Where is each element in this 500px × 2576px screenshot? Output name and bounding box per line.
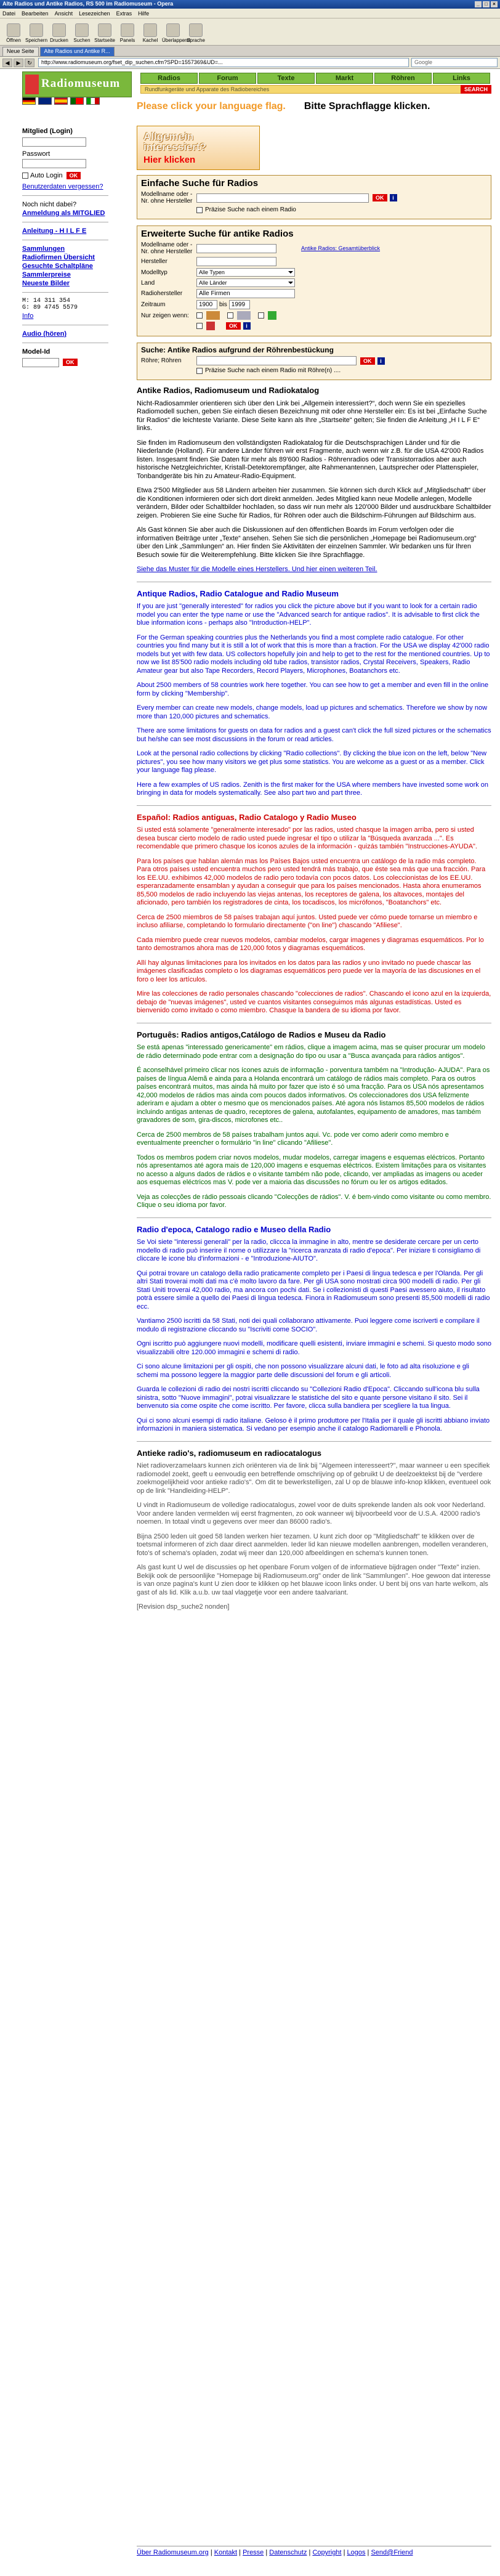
footer-contact[interactable]: Kontakt — [214, 2549, 238, 2556]
members-stats-1: M: 14 311 354 — [22, 298, 71, 304]
article-pt-p5: Veja as colecções de rádio pessoais clicando "Colecções de rádios". V. é bem-vindo como visitante ou como membro. Clique o seu idioma por favor. — [137, 1193, 491, 1209]
article-en-p6: Look at the personal radio collections by clicking "Radio collections". By clicking the blue icon on the left, below "New pictures", you see how many visitors we get plus some statistics. You are welcome as a guest or as a member. Click your language flag please. — [137, 750, 487, 774]
toolbar-cascade-button[interactable]: Überlappend — [162, 23, 184, 43]
article-nl-p4: Als gast kunt U wel de discussies op het openbare Forum volgen of de informatieve bijdragen onder "Texte" inzien. Bekijk ook de persoonlijke "Homepage bij Radiomuseum.org" onder de link "Sammlungen". Hoe gewoon dat interesse is van onze pagina's kunt U zien door te klikken op het blauwe icoon links onder. U bent bij ons van harte welkom, als gast of als lid. Klik a.u.b. uw taal vlaggetje voor een andere taalvariant. — [137, 1564, 491, 1596]
ext-maker-input[interactable] — [196, 257, 276, 266]
article-nl-title: Antieke radio's, radiomuseum en radiocatalogus — [137, 1448, 322, 1458]
password-label: Passwort — [22, 150, 50, 158]
footer-logos[interactable]: Logos — [347, 2549, 366, 2556]
section-divider — [137, 1441, 491, 1442]
url-input[interactable]: http://www.radiomuseum.org/fset_dip_suchen.cfm?SPD=1557369&UD=... — [38, 58, 409, 67]
tube-search-ok-button[interactable]: OK — [360, 357, 375, 365]
simple-search-box — [137, 175, 491, 219]
article-pt-p3: Cerca de 2500 membros de 58 países trabalham juntos aqui. Vc. pode ver como aderir como membro e eventualmente preencher o formulário "in line" clicando "Afiliese". — [137, 1131, 449, 1147]
toolbar-open-button[interactable]: Öffnen — [2, 23, 25, 43]
flag-en-icon[interactable] — [38, 97, 52, 105]
menu-bookmarks[interactable]: Lesezeichen — [79, 10, 110, 17]
members-stats-2: G: 89 4745 5579 — [22, 304, 78, 311]
menu-view[interactable]: Ansicht — [54, 10, 73, 17]
ext-model-label: Modellname oder -Nr. ohne Hersteller — [141, 242, 193, 255]
login-label: Mitglied (Login) — [22, 128, 73, 135]
ext-model-input[interactable] — [196, 244, 276, 253]
audio-link[interactable]: Audio (hören) — [22, 330, 67, 338]
login-ok-button[interactable]: OK — [67, 172, 81, 179]
nav-links[interactable]: Links — [433, 73, 490, 84]
sidebar-divider — [22, 292, 108, 293]
address-bar — [0, 57, 500, 69]
main-content — [137, 175, 491, 1618]
menu-help[interactable]: Hilfe — [138, 10, 150, 17]
sidebar-collections[interactable]: Sammlungen — [22, 245, 65, 253]
simple-search-title: Einfache Suche für Radios — [141, 178, 259, 189]
not-yet-text: Noch nicht dabei? — [22, 201, 77, 208]
banner-click-here: Hier klicken — [143, 155, 196, 165]
signup-link[interactable]: Anmeldung als MITGLIED — [22, 209, 105, 217]
article-it-p2: Qui potrai trovare un catalogo della radio praticamente completo per i Paesi di lingua tedesca e per l'Olanda. Per gli altri Stati troverai molti dati ma c'è molto lavoro da fare. Per gli USA sono mostrati circa 900 modelli di radio. Per gli Stati Uniti troverai 42,000 radio, ma ancora con pochi dati. Se i collezionisti di questi Paesi avessero aiuto, il risultato potrà essere simile a quello dei Paesi di lingua tedesca. Finora in Radiomuseum sono presenti 85,500 modelli di radio ecc. — [137, 1269, 490, 1310]
article-pt-p1: Se está apenas "interessado genericamente" em rádios, clique a imagem acima, mas se quiser procurar um modelo de rádio determinado pode entrar com a designação do tipo ou usar a "Busca avançada para rádios antigos". — [137, 1044, 486, 1060]
simple-precise-checkbox[interactable] — [196, 207, 203, 213]
simple-model-label: Modellname oder -Nr. ohne Hersteller — [141, 191, 193, 205]
info-icon[interactable]: i — [243, 322, 251, 330]
article — [137, 386, 491, 1612]
article-en-p7: Here a few examples of US radios. Zenith is the first maker for the USA where members have invested some work on bringing in data for models systematically. See also part two and part three. — [137, 781, 489, 797]
ext-maker-label: Hersteller — [141, 258, 167, 265]
browser-toolbar — [0, 18, 500, 46]
forward-icon[interactable]: ▶ — [14, 59, 23, 67]
tube-precise-label: Präzise Suche nach einem Radio mit Röhre(n) .... — [205, 367, 341, 374]
cascade-icon — [166, 23, 180, 37]
footer-privacy[interactable]: Datenschutz — [269, 2549, 307, 2556]
footer-send-friend[interactable]: Send@Friend — [371, 2549, 413, 2556]
nav-radios[interactable]: Radios — [140, 73, 198, 84]
toolbar-voice-button[interactable]: Sprache — [185, 23, 207, 43]
model-id-ok-button[interactable]: OK — [63, 359, 78, 366]
ext-type-label: Modelltyp — [141, 269, 167, 276]
tube-search-title: Suche: Antike Radios aufgrund der Röhrenbestückung — [141, 346, 334, 354]
tube-precise-checkbox[interactable] — [196, 368, 203, 374]
article-en-p2: For the German speaking countries plus the Netherlands you find a most complete radio catalogue. For other countries you find many but it is still a lot of work that this is more than a fraction. For the USA we display 42'000 radio models but yet with few data. US collectors hopefully join and help to get to the rest for the mentioned countries. Up to now we list 85'500 radio models including old tube radios, transistor radios, Crystal Receivers, Speakers, Radio Amateur gear but also Tape Recorders, Record Players, Microphones, Boatanchors etc. — [137, 633, 490, 675]
reload-icon[interactable]: ↻ — [25, 59, 34, 67]
print-icon — [52, 23, 66, 37]
language-prompt-de: Bitte Sprachflagge klicken. — [304, 101, 430, 113]
ext-year-bis: bis — [219, 301, 227, 308]
article-es-p4: Cada miembro puede crear nuevos modelos, cambiar modelos, cargar imagenes y diagramas esquemáticos. Por lo tanto demostramos ahora mas de 120,000 fotos y diagramas esquemáticos. — [137, 936, 484, 952]
article-nl-p3: Bijna 2500 leden uit goed 58 landen werken hier tezamen. U kunt zich door op "Mitgliedschaft" te klikken over de toetsmal informeren of zich daar direct aanmelden. Ieder lid kan nieuwe modellen aanbrengen, modellen veranderen, foto's of schema's opladen, zodat wij meer dan 120,000 afbeeldingen en schema's kunnen tonen. — [137, 1532, 488, 1557]
banner-text-2: interessiert? — [143, 141, 207, 153]
flag-red-icon — [206, 322, 215, 330]
article-es-p6: Mire las colecciones de radio personales chascando "colecciones de radios". Chascando el icono azul en la izquierda, debajo de "nuevas imágenes", usted ve cuantos visitantes conseguimos más algunas estadísticas. Usted es bienvenido como invitado o como miembro. Chasque la bandera de su idioma por favor. — [137, 990, 491, 1014]
close-icon[interactable]: × — [491, 1, 498, 7]
tab-radiomuseum[interactable]: Alte Radios und Antike R... — [40, 47, 115, 56]
footer-copyright[interactable]: Copyright — [312, 2549, 342, 2556]
article-es-p1: Si usted está solamente "generalmente interesado" por las radios, usted chasque la imagen arriba, pero si usted desea buscar cierto modelo de radio usted puede ingresar el tipo o utilizar la "Búsqueda avanzada ...". Es recomendable que primero chasque los iconos azules de la información - quizás también "Instrucciones-AYUDA". — [137, 826, 477, 850]
autologin-checkbox[interactable] — [22, 173, 28, 179]
tile-icon — [143, 23, 157, 37]
sidebar-prices[interactable]: Sammlerpreise — [22, 271, 71, 278]
price-icon — [268, 311, 276, 320]
window-buttons — [474, 1, 498, 8]
ext-firm-label: Radiohersteller — [141, 290, 183, 297]
article-en-p4: Every member can create new models, change models, load up pictures and schematics. Therefore we show by now more than 120,000 pictures and schematics. — [137, 704, 488, 720]
article-de-p1: Nicht-Radiosammler orientieren sich über den Link bei „Allgemein interessiert?“, doch wenn Sie ein spezielles Radiomodell suchen, geben Sie einfach diesen Bezeichnung mit oder ohne Hersteller ein: Es ist bei „Einfache Suche für Radios“ die leichteste Variante. Diese Seite kann als Ihre „Startseite“ gelten; Sie finden die Anleitung „H I L F E“ links. — [137, 399, 487, 432]
flag-pt-icon[interactable] — [70, 97, 84, 105]
article-it-title: Radio d'epoca, Catalogo radio e Museo della Radio — [137, 1224, 331, 1234]
nav-forum[interactable]: Forum — [199, 73, 256, 84]
simple-model-input[interactable] — [196, 193, 369, 203]
nav-texte[interactable]: Texte — [257, 73, 315, 84]
flag-it-icon[interactable] — [86, 97, 100, 105]
window-title: Alte Radios und Antike Radios, RS 500 im Radiomuseum - Opera — [2, 1, 174, 7]
nav-roehren[interactable]: Röhren — [374, 73, 432, 84]
ext-country-select[interactable]: Alle Länder — [196, 278, 295, 287]
maximize-icon[interactable]: □ — [483, 1, 490, 7]
filter-schematics-checkbox[interactable] — [227, 312, 233, 319]
ext-type-select[interactable]: Alle Typen — [196, 268, 295, 277]
section-divider — [137, 1217, 491, 1218]
ext-country-label: Land — [141, 279, 155, 286]
filter-other-checkbox[interactable] — [196, 323, 203, 329]
article-it-p5: Ci sono alcune limitazioni per gli ospiti, che non possono visualizzare alcuni dati, le foto ad alta risoluzione e gli schemi ma possono leggere la maggior parte delle discussioni del forum e gli articoli. — [137, 1363, 469, 1379]
filter-price-checkbox[interactable] — [258, 312, 264, 319]
left-sidebar — [22, 128, 108, 371]
logo-mark — [25, 75, 39, 94]
ext-period-label: Zeitraum — [141, 301, 166, 308]
ext-search-ok-button[interactable]: OK — [226, 322, 241, 330]
footer-about[interactable]: Über Radiomuseum.org — [137, 2549, 209, 2556]
site-footer: Über Radiomuseum.org | Kontakt | Presse | Datenschutz | Copyright | Logos | Send@Friend — [137, 2546, 491, 2556]
voice-icon — [189, 23, 203, 37]
minimize-icon[interactable]: _ — [475, 1, 482, 7]
toolbar-panels-button[interactable]: Panels — [116, 23, 139, 43]
article-it-p1: Se Voi siete "interessi generali" per la radio, cliccca la immagine in alto, mentre se desiderate cercare per un certo modello di radio può inserire il nome o utilizzare la "ricerca avanzata di radio d'epoca". Per iniziare ti consigliamo di cliccare le icone blu d'informazioni - e "Introduzione-AIUTO". — [137, 1238, 481, 1262]
password-input[interactable] — [22, 159, 86, 168]
article-it-p6: Guarda le collezioni di radio dei nostri iscritti cliccando su "Collezioni Radio d'Epoca". Cliccando sull'icona blu sulla sinistra, sotto "Nuove immagini", potrai visualizzare le statistiche del sito e quante persone visitano il sito. Sei il benvenuto sia come ospite che come iscritto. Per favore, clicca sulla bandiera per scegliere la tua lingua. — [137, 1386, 480, 1410]
forgot-link[interactable]: Benutzerdaten vergessen? — [22, 183, 103, 190]
main-nav — [140, 73, 491, 84]
article-it-p4: Ogni iscritto può aggiungere nuovi modelli, modificare quelli esistenti, inviare immagini e schemi. Si questo modo sono visualizzabili oltre 120.000 immagini e schemi di radio. — [137, 1340, 491, 1356]
ext-year-to-input[interactable]: 1999 — [229, 300, 250, 309]
footer-press[interactable]: Presse — [243, 2549, 264, 2556]
tube-search-box — [137, 343, 491, 380]
info-icon[interactable]: i — [390, 194, 397, 201]
article-pt-p4: Todos os membros podem criar novos modelos, mudar modelos, carregar imagens e esquemas eléctricos. Portanto nós apresentamos até agora mais de 120,000 imagens e esquemas eléctricos. Existem limitações para os visitantes no acesso a alguns dados de rádios e o visitante também não pode, clicando, ver ampliadas as imagens ou aceder aos esquemas eléctricos mas V. pode ver a maioria das discussões no fórum ou ler os artigos editados. — [137, 1153, 486, 1186]
article-en-title: Antique Radios, Radio Catalogue and Radio Museum — [137, 588, 339, 598]
tab-bar — [0, 46, 500, 57]
menu-tools[interactable]: Extras — [116, 10, 132, 17]
article-de-p4: Als Gast können Sie aber auch die Diskussionen auf den öffentlichen Boards im Forum verfolgen oder die informativen Beiträge unter „Texte“ ansehen. Sehen Sie sich die persönlichen „Homepage bei Radiomuseum.org“ über den Link „Sammlungen“ an. Hier finden Sie Aktivitäten der einzelnen Sammler. Wir bedanken uns für Ihren Besuch sowie für die Weiterempfehlung. Bitte klicken Sie Ihre Sprachflagge. — [137, 526, 477, 559]
sub-nav: Rundfunkgeräte und Apparate des Radiobereiches — [140, 85, 491, 94]
ext-year-from-input[interactable]: 1900 — [196, 300, 217, 309]
toolbar-search-button[interactable]: Suchen — [71, 23, 93, 43]
info-icon[interactable]: i — [377, 357, 385, 365]
sidebar-schematics[interactable]: Gesuchte Schaltpläne — [22, 262, 93, 270]
article-de-p3: Etwa 2'500 Mitglieder aus 58 Ländern arbeiten hier zusammen. Sie können sich durch Klick auf „Mitgliedschaft“ über die Konditionen informieren oder sich dort direkt anmelden. Jedes Mitglied kann neue Modelle anlegen, Modelle verändern, Bilder oder Schaltbilder hochladen, so dass wir nun mehr als 120'000 Bilder und ausdruckbare Schaltbilder zeigen. Probieren Sie eine Suche für Radios, für Röhren oder auch die Bildschirm-Führungen auf Bildschirm aus. — [137, 487, 491, 519]
language-flags — [22, 97, 121, 106]
article-nl-p2: U vindt in Radiomuseum de volledige radiocatalogus, zowel voor de duits sprekende landen als ook voor Nederland. Voor andere landen vermelden wij eerst fragmenten, zo ook wanneer wij bijvoorbeeld voor de U.S.A. 42000 radio's noemen. In totaal vindt u gegevens over meer dan 86000 radio's. — [137, 1501, 486, 1526]
article-de-link[interactable]: Siehe das Muster für die Modelle eines Herstellers. Und hier einen weiteren Teil. — [137, 566, 377, 573]
article-nl-p5: [Revision dsp_suche2 nonden] — [137, 1603, 230, 1611]
menu-file[interactable]: Datei — [2, 10, 16, 17]
ext-overview-link[interactable]: Antike Radios: Gesamtüberblick — [301, 245, 381, 251]
model-id-input[interactable] — [22, 358, 59, 367]
extended-search-box — [137, 226, 491, 336]
toolbar-save-button[interactable]: Speichern — [25, 23, 47, 43]
home-icon — [98, 23, 111, 37]
camera-icon — [206, 311, 220, 320]
article-it-p7: Qui ci sono alcuni esempi di radio italiane. Geloso è il primo produttore per l'Italia per il quale gli iscritti abbiano inviato informazioni in maniera sistematica. Si vedano per esempio anche il catalogo Radiomarelli e Phonola. — [137, 1416, 490, 1432]
flag-de-icon[interactable] — [22, 97, 36, 105]
tab-new-page[interactable]: Neue Seite — [2, 47, 39, 56]
nav-markt[interactable]: Markt — [316, 73, 373, 84]
menu-edit[interactable]: Bearbeiten — [22, 10, 49, 17]
flag-es-icon[interactable] — [54, 97, 68, 105]
article-es-p2: Para los países que hablan alemán mas los Países Bajos usted encuentra un catálogo de la radio más completo. Para otros países usted encuentra muchos pero usted tendrá más trabajo, que éste sea más que una fracción. Para los EE.UU. exhibimos 42,000 modelos de radio pero todavía con pocos datos. Los coleccionistas de los EE.UU. esperanzadamente ensamblan y ayudan a conseguir que para los países mencionados. Hasta ahora enumeramos 85,500 modelos de radio incluyendo las viejas antenas, los receptores de galena, los altavoces, montajes del aficionado, pero también los registradores de cinta, los tocadiscos, los micrófonos, "Boatanchors" etc. — [137, 857, 486, 906]
schematic-icon — [237, 311, 251, 320]
help-link[interactable]: Anleitung - H I L F E — [22, 227, 87, 235]
menu-bar — [0, 9, 500, 18]
ext-firm-input[interactable]: Alle Firmen — [196, 289, 295, 298]
toolbar-print-button[interactable]: Drucken — [48, 23, 70, 43]
article-pt-p2: É aconselhável primeiro clicar nos ícones azuis de informação - porventura também na "Introdução- AJUDA". Para os países de língua Alemã e ainda para a Holanda encontrará um catálogo de rádios mais completo. Para os outros países encontrará muitos, mas ainda há muito por fazer que isto é só uma fracção. Para os USA nós apresentamos 42,000 modelos de rádios mas ainda com poucos dados informativos. Os coleccionadores dos USA felizmente aderiram e ajudam a obter o mesmo que os mencionados países. Até agora nós listamos 85,500 modelos de rádios incluindo antigas antenas de quadro, receptores de galena, autofalantes, equipamento de amadores, mas também gravadores de som, gira-discos, microfones etc.. — [137, 1067, 490, 1124]
toolbar-tile-button[interactable]: Kachel — [139, 23, 161, 43]
open-icon — [7, 23, 20, 37]
autologin-row: Auto Login OK — [22, 172, 108, 179]
simple-search-ok-button[interactable]: OK — [373, 194, 387, 201]
panels-icon — [121, 23, 134, 37]
ext-onlyif-label: Nur zeigen wenn: — [141, 312, 189, 319]
simple-precise-label: Präzise Suche nach einem Radio — [205, 206, 296, 213]
article-nl-p1: Niet radioverzamelaars kunnen zich oriënteren via de link bij "Algemeen interesseert?", maar wanneer u een specifiek radiomodel zoekt, geeft u eenvoudig een betreffende omschrijving op of gebruikt U de deelzoektekst bij de "verdere zoekmogelijkheid voor antieke radio's". Om dit te bewerkstelligen, zal U op de blauwe info-knop klikken, eventueel ook op de link "Handleiding-HELP". — [137, 1462, 491, 1495]
window-title-bar — [0, 0, 500, 9]
web-page — [0, 69, 500, 2576]
stats-info-link[interactable]: Info — [22, 312, 34, 320]
site-logo[interactable] — [22, 71, 132, 97]
article-en-p5: There are some limitations for guests on data for radios and a guest can't click the full sized pictures or the schematics but he/she can see most discussions in the forum or read articles. — [137, 727, 491, 743]
banner-text-1: Allgemein — [143, 131, 194, 142]
article-pt-title: Português: Radios antigos,Catálogo de Radios e Museu da Radio — [137, 1030, 386, 1039]
logo-text: Radiomuseum — [41, 77, 121, 90]
article-en-p1: If you are just "generally interested" for radios you click the picture above but if you want to look for a certain radio model you can enter the type name or use the "Advanced search for antique radios". It is advisable to first click the blue information icons - perhaps also "Introduction-HELP". — [137, 603, 480, 627]
ext-search-title: Erweiterte Suche für antike Radios — [141, 229, 294, 239]
article-de-p2: Sie finden im Radiomuseum den vollständigsten Radiokatalog für die Deutschsprachigen Länder und für die Niederlande (Holland). Für andere Länder führen wir erst Fragmente, auch wenn wir z.B. für die USA 42'000 Radios listen. Insgesamt finden Sie Daten für mehr als 89'600 Radios - Röhrenradios oder Transistorradios aber auch historische Netzgleichrichter, Kristall-Detektorempfänger, alte Rahmenantennen, Lautsprecher oder Plattenspieler, Tonbandgeräte bis hin zu Amateur-Radio-Equipment. — [137, 439, 484, 480]
login-input[interactable] — [22, 137, 86, 147]
language-prompt — [137, 101, 430, 113]
tube-input[interactable] — [196, 356, 357, 365]
back-icon[interactable]: ◀ — [2, 59, 12, 67]
toolbar-home-button[interactable]: Startseite — [94, 23, 116, 43]
article-de-title: Antike Radios, Radiomuseum und Radiokatalog — [137, 386, 320, 395]
article-es-title: Español: Radios antiguas, Radio Catalogo y Radio Museo — [137, 812, 357, 822]
tube-label: Röhre; Röhren — [141, 357, 182, 364]
section-divider — [137, 805, 491, 806]
sidebar-new-pictures[interactable]: Neueste Bilder — [22, 280, 70, 287]
save-icon — [30, 23, 43, 37]
article-es-p5: Allí hay algunas limitaciones para los invitados en los datos para las radios y uno invitado no puede chascar las imágenes clasificadas completo o los diagramas esquemáticos pero puede ver la mayoría de las discusiones en el foro o leer los artículos. — [137, 959, 481, 983]
sidebar-radio-firms[interactable]: Radiofirmen Übersicht — [22, 254, 95, 261]
browser-search-input[interactable]: Google — [411, 58, 498, 67]
filter-pictures-checkbox[interactable] — [196, 312, 203, 319]
site-search-button[interactable]: SEARCH — [461, 85, 491, 94]
model-id-label: Model-Id — [22, 348, 50, 356]
article-es-p3: Cerca de 2500 miembros de 58 países trabajan aquí juntos. Usted puede ver cómo puede tornarse un miembro e incluso afiliarse, completando lo formulario directamente ("on line") chascando "Afiliese". — [137, 913, 478, 929]
sidebar-divider — [22, 195, 108, 196]
article-en-p3: About 2500 members of 58 countries work here together. You can see how to get a member and even fill in the online form by clicking "Membership". — [137, 681, 489, 697]
language-prompt-en: Please click your language flag. — [137, 101, 286, 112]
search-icon — [75, 23, 89, 37]
interest-banner[interactable] — [137, 126, 260, 170]
article-it-p3: Vantiamo 2500 iscritti da 58 Stati, noti dei quali collaborano attivamente. Puoi leggere come iscriverti e compilare il modulo di registrazione cliccando su "Iscriviti come SOCIO". — [137, 1317, 480, 1333]
